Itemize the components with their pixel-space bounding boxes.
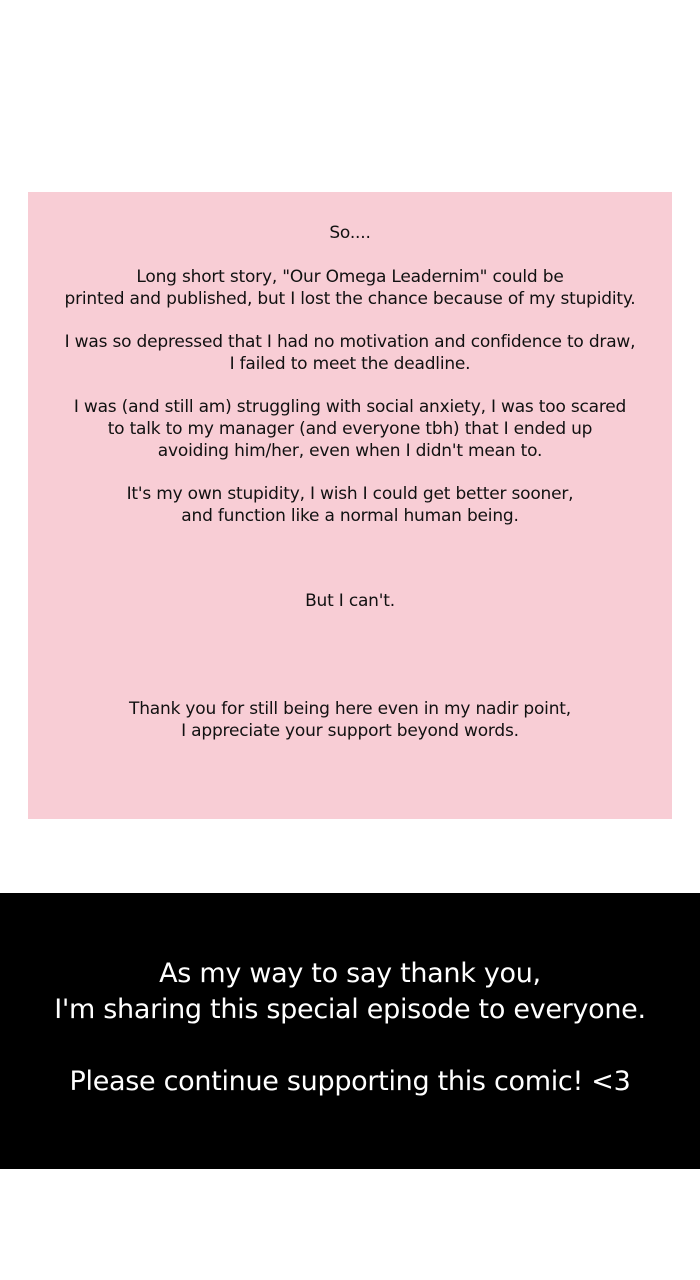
support-request-line: Please continue supporting this comic! <3 — [69, 1066, 631, 1097]
note-thanks-line: I appreciate your support beyond words. — [181, 721, 519, 741]
note-line: to talk to my manager (and everyone tbh) that I ended up — [107, 419, 593, 439]
author-note-panel — [28, 192, 672, 819]
note-line: and function like a normal human being. — [181, 506, 519, 526]
note-line: avoiding him/her, even when I didn't mean to. — [157, 441, 543, 461]
note-emphasis-line: But I can't. — [305, 591, 395, 611]
note-line: I was so depressed that I had no motivation and confidence to draw, — [64, 332, 636, 352]
note-line: Long short story, "Our Omega Leadernim" could be — [136, 267, 564, 287]
note-line: It's my own stupidity, I wish I could get better sooner, — [126, 484, 574, 504]
note-line: I failed to meet the deadline. — [229, 354, 471, 374]
note-line: printed and published, but I lost the chance because of my stupidity. — [64, 289, 636, 309]
thanks-line: I'm sharing this special episode to everyone. — [54, 994, 646, 1025]
thank-you-panel — [0, 893, 700, 1169]
note-line: I was (and still am) struggling with social anxiety, I was too scared — [73, 397, 627, 417]
note-thanks-line: Thank you for still being here even in my nadir point, — [129, 699, 571, 719]
note-opening-line: So.... — [329, 223, 371, 243]
thanks-line: As my way to say thank you, — [159, 958, 541, 989]
